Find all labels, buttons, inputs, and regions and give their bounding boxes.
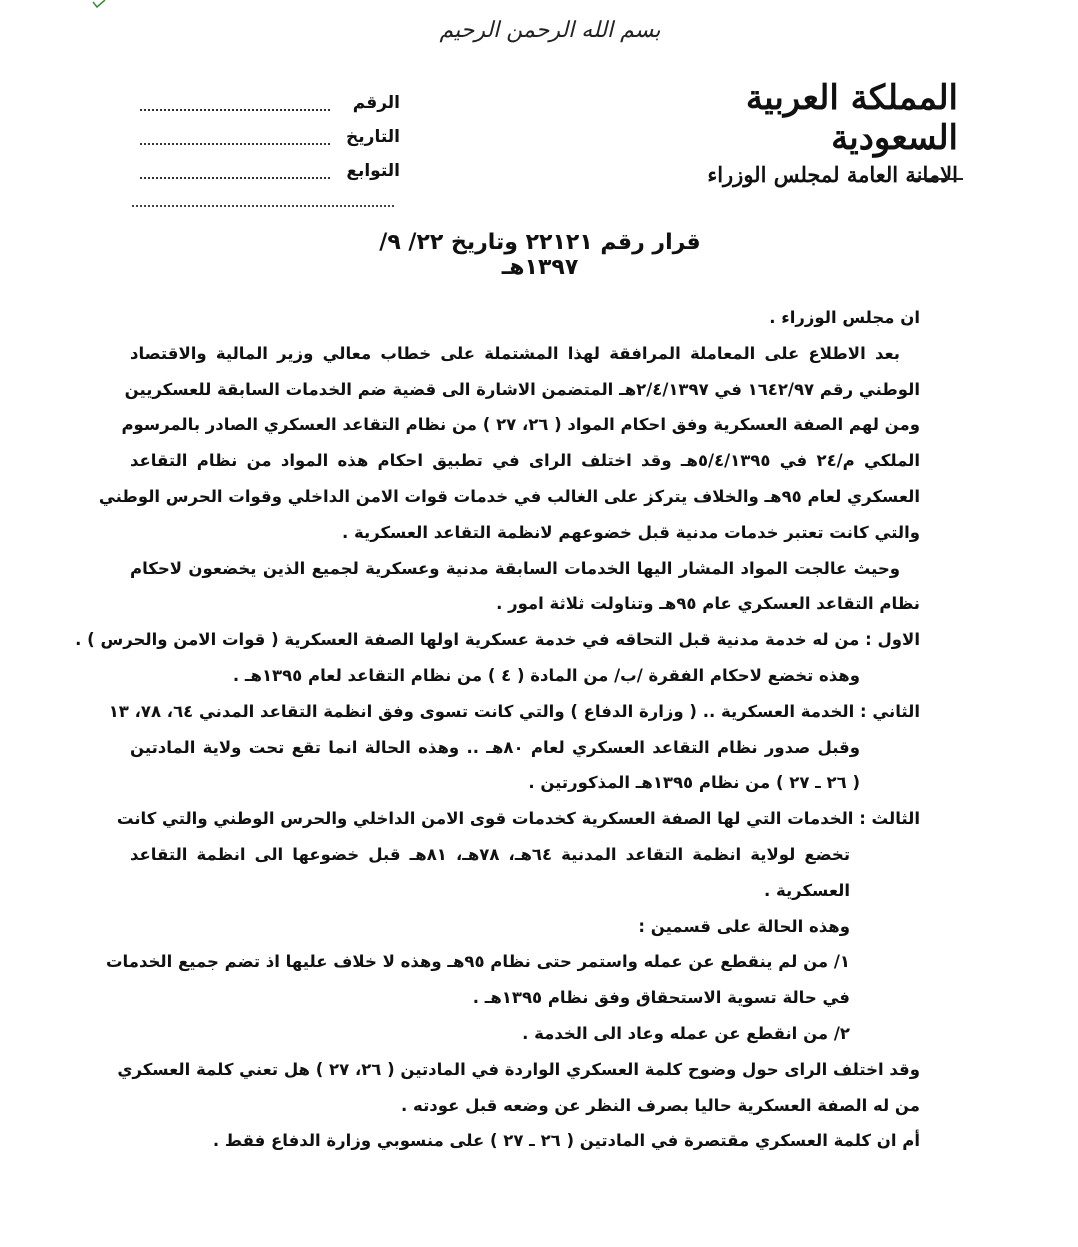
letterhead (658, 78, 958, 190)
text-line: وهذه تخضع لاحكام الفقرة /ب/ من المادة ( ٤ ) من نظام التقاعد لعام ١٣٩٥هـ . (232, 665, 860, 685)
text-line: تخضع لولاية انظمة التقاعد المدنية ٦٤هـ، ٧٨هـ، ٨١هـ قبل خضوعها الى انظمة التقاعد (130, 844, 851, 864)
secretariat-name: الامانة العامة لمجلس الوزراء (707, 162, 958, 187)
fields-divider (132, 205, 394, 207)
field-number (140, 86, 400, 120)
document-body (75, 300, 920, 1159)
text-line: بعد الاطلاع على المعاملة المرافقة لهذا المشتملة على خطاب معالي وزير المالية والاقتصاد (130, 343, 900, 363)
text-line: الملكي م/٢٤ في ٥/٤/١٣٩٥هـ وقد اختلف الراى في تطبيق احكام هذه المواد من نظام التقاعد (130, 451, 920, 471)
bismillah: بسم الله الرحمن الرحيم (439, 18, 661, 43)
text-line: وهذه الحالة على قسمين : (638, 916, 850, 936)
text-line: الاول : من له خدمة مدنية قبل التحاقه في خدمة عسكرية اولها الصفة العسكرية ( قوات الامن والحرس ) . (75, 630, 920, 650)
field-blank (140, 95, 330, 111)
field-label: الرقم (352, 93, 400, 113)
field-date (140, 120, 400, 154)
text-line: وقبل صدور نظام التقاعد العسكري لعام ٨٠هـ .. وهذه الحالة انما تقع تحت ولاية المادتين (130, 737, 860, 757)
text-line: ( ٢٦ ـ ٢٧ ) من نظام ١٣٩٥هـ المذكورتين . (528, 773, 860, 793)
text-line: ٢/ من انقطع عن عمله وعاد الى الخدمة . (522, 1023, 850, 1043)
checkmark-icon (92, 0, 106, 10)
field-blank (140, 163, 330, 179)
text-line: نظام التقاعد العسكري عام ٩٥هـ وتناولت ثلاثة امور . (496, 594, 920, 614)
text-line: ومن لهم الصفة العسكرية وفق احكام المواد ( ٢٦، ٢٧ ) من نظام التقاعد العسكري الصادر بالمرسوم (121, 415, 920, 435)
text-line: الثاني : الخدمة العسكرية .. ( وزارة الدفاع ) والتي كانت تسوى وفق انظمة التقاعد المدني ٦٤، ٧٨، ١٣ (108, 701, 920, 721)
text-line: في حالة تسوية الاستحقاق وفق نظام ١٣٩٥هـ . (472, 988, 850, 1008)
decision-title: قرار رقم ٢٢١٢١ وتاريخ ٢٢/ ٩/ ١٣٩٧هـ (379, 230, 701, 280)
text-line: والتي كانت تعتبر خدمات مدنية قبل خضوعهم لانظمة التقاعد العسكرية . (341, 522, 920, 542)
text-line: الوطني رقم ١٦٤٢/٩٧ في ٢/٤/١٣٩٧هـ المتضمن الاشارة الى قضية ضم الخدمات السابقة للعسكريين (124, 379, 920, 399)
text-line: العسكرية . (763, 880, 850, 900)
text-line: الثالث : الخدمات التي لها الصفة العسكرية كخدمات قوى الامن الداخلي والحرس الوطني والتي كانت (116, 809, 920, 829)
kingdom-name: المملكة العربية السعودية (745, 78, 958, 158)
field-blank (140, 129, 330, 145)
field-label: التوابع (346, 161, 400, 181)
text-line: وقد اختلف الراى حول وضوح كلمة العسكري الواردة في المادتين ( ٢٦، ٢٧ ) هل تعني كلمة العسكري (117, 1059, 920, 1079)
text-line: ان مجلس الوزراء . (769, 308, 920, 327)
reference-fields (140, 86, 400, 188)
letterhead-divider (913, 178, 963, 180)
text-line: وحيث عالجت المواد المشار اليها الخدمات السابقة مدنية وعسكرية لجميع الذين يخضعون لاحكام (130, 558, 900, 578)
field-label: التاريخ (346, 127, 400, 147)
text-line: من له الصفة العسكرية حاليا بصرف النظر عن وضعه قبل عودته . (401, 1095, 920, 1115)
text-line: أم ان كلمة العسكري مقتصرة في المادتين ( ٢٦ ـ ٢٧ ) على منسوبي وزارة الدفاع فقط . (212, 1131, 920, 1151)
field-attachments (140, 154, 400, 188)
text-line: العسكري لعام ٩٥هـ والخلاف يتركز على الغالب في خدمات قوات الامن الداخلي وقوات الحرس الوطني (98, 486, 920, 506)
text-line: ١/ من لم ينقطع عن عمله واستمر حتى نظام ٩٥هـ وهذه لا خلاف عليها اذ تضم جميع الخدمات (105, 952, 850, 972)
